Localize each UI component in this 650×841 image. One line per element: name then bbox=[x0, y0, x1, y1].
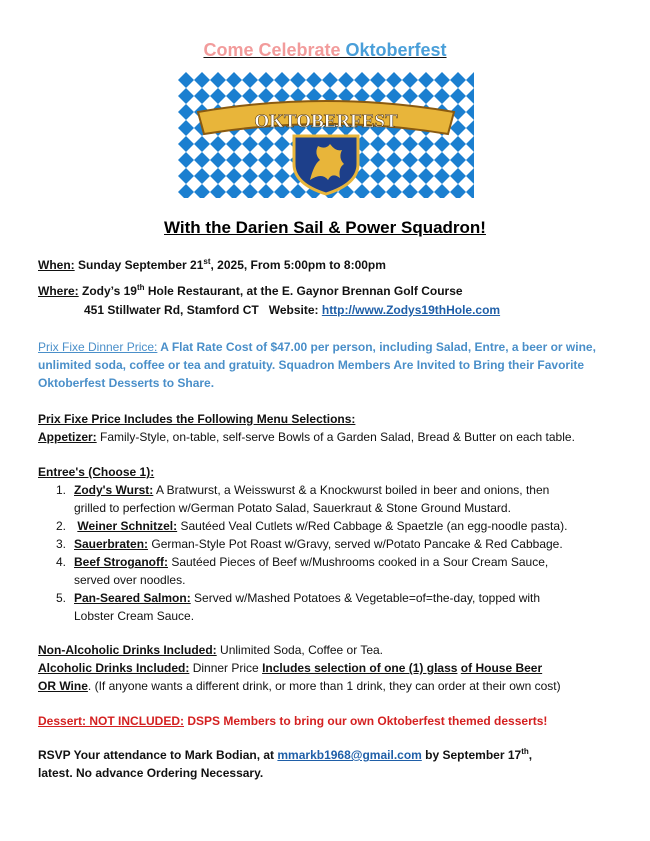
dessert-line: Dessert: NOT INCLUDED: DSPS Members to bring our own Oktoberfest themed desserts! bbox=[38, 714, 548, 728]
website-link[interactable]: http://www.Zodys19thHole.com bbox=[321, 303, 501, 317]
rsvp-email-link[interactable]: mmarkb1968@gmail.com bbox=[277, 748, 422, 762]
where-address: 451 Stillwater Rd, Stamford CT Website: http://www.Zodys19thHole.com bbox=[84, 303, 501, 317]
entree-item-2: 2. Weiner Schnitzel: Sautéed Veal Cutlets w/Red Cabbage & Spaetzle (an egg-noodle pasta). bbox=[56, 519, 568, 533]
entree-item-5: 5. Pan-Seared Salmon: Served w/Mashed Potatoes & Vegetable=of=the-day, topped with Lobster Cream Sauce. bbox=[56, 591, 541, 623]
when-line: When: Sunday September 21st, 2025, From 5:00pm to 8:00pm bbox=[38, 257, 386, 272]
entree-heading: Entree's (Choose 1): bbox=[38, 465, 155, 479]
event-subtitle: With the Darien Sail & Power Squadron! bbox=[164, 218, 486, 237]
alcoholic-line: Alcoholic Drinks Included: Dinner Price Includes selection of one (1) glass of House Beer OR Wine. (If anyone wants a different drink, or more than 1 drink, they can order at their own cost) bbox=[38, 661, 561, 693]
where-line: Where: Zody’s 19th Hole Restaurant, at the E. Gaynor Brennan Golf Course bbox=[38, 283, 463, 298]
non-alcoholic-line: Non-Alcoholic Drinks Included: Unlimited Soda, Coffee or Tea. bbox=[38, 643, 384, 657]
banner-text: OKTOBERFEST bbox=[254, 111, 398, 132]
entree-item-3: 3. Sauerbraten: German-Style Pot Roast w/Gravy, served w/Potato Pancake & Red Cabbage. bbox=[56, 537, 563, 551]
appetizer-line: Appetizer: Family-Style, on-table, self-serve Bowls of a Garden Salad, Bread & Butter on each table. bbox=[38, 430, 575, 444]
entree-item-1: 1. Zody's Wurst: A Bratwurst, a Weisswurst & a Knockwurst boiled in beer and onions, then grilled to perfection w/German Potato Salad, Sauerkraut & Stone Ground Mustard. bbox=[56, 483, 550, 515]
oktoberfest-banner bbox=[178, 72, 474, 198]
entree-item-4: 4. Beef Stroganoff: Sautéed Pieces of Beef w/Mushrooms cooked in a Sour Cream Sauce, served over noodles. bbox=[56, 555, 549, 587]
page-title: Come Celebrate Oktoberfest bbox=[203, 40, 447, 60]
menu-heading: Prix Fixe Price Includes the Following Menu Selections: bbox=[38, 412, 356, 426]
rsvp-paragraph: RSVP Your attendance to Mark Bodian, at mmarkb1968@gmail.com by September 17th, latest. No advance Ordering Necessary. bbox=[38, 747, 533, 780]
price-paragraph: Prix Fixe Dinner Price: A Flat Rate Cost of $47.00 per person, including Salad, Entre, a beer or wine, unlimited soda, coffee or tea and gratuity. Squadron Members Are Invited to Bring their Favorite Oktoberfest Desserts to Share. bbox=[38, 340, 596, 390]
